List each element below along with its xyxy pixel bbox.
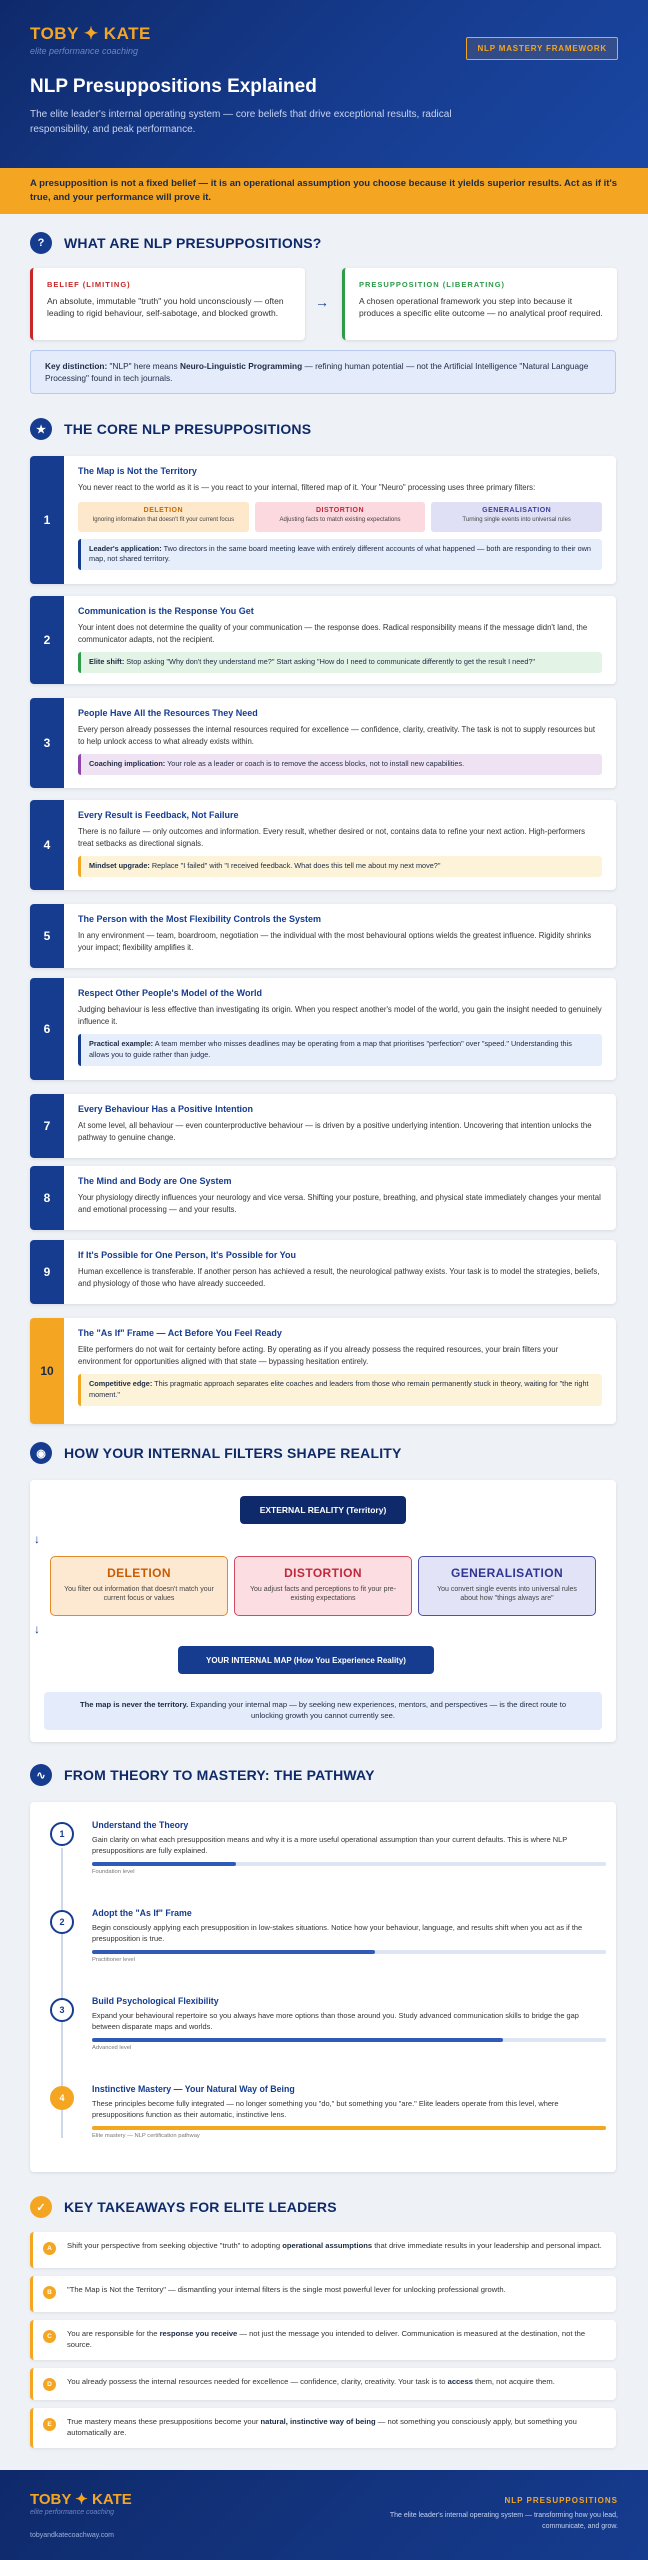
step-number: 1 (50, 1822, 74, 1846)
card-description: Your intent does not determine the quality of your communication — the response does. Radical responsibility means if the message didn't land, the communicator adapts, not the recipient. (78, 623, 588, 644)
hero-header (0, 0, 648, 168)
takeaway-text: them, not acquire them. (472, 2377, 555, 2386)
key-text-bold: Neuro-Linguistic Programming (180, 361, 303, 371)
presupposition-card-1 (30, 456, 616, 584)
section-heading-core (30, 418, 311, 440)
filter-desc: You convert single events into universal rules about how "things always are" (437, 1586, 577, 1603)
card-title: The Person with the Most Flexibility Controls the System (78, 914, 322, 924)
note-text: Two directors in the same board meeting leave with entirely different accounts of what happened — both are responding to their own map, not shared territory. (89, 543, 591, 564)
wave-icon: ∿ (30, 1764, 52, 1786)
card-note (78, 1034, 602, 1065)
key-text-b: — refining human potential — not the Artificial Intelligence "Natural Language Processing" found in tech journals. (45, 361, 589, 384)
step-title: Instinctive Mastery — Your Natural Way of Being (92, 2084, 295, 2094)
distortion-filter (234, 1556, 412, 1616)
takeaway-bold: response you receive (159, 2329, 238, 2338)
progress-fill (92, 1950, 375, 1954)
note-label: Practical example: (89, 1039, 154, 1049)
external-reality-node: EXTERNAL REALITY (Territory) (240, 1496, 406, 1524)
section-heading-what (30, 232, 322, 254)
presupposition-text: A chosen operational framework you step into because it produces a specific elite outcome — no analytical proof required. (359, 296, 603, 319)
card-title: If It's Possible for One Person, It's Possible for You (78, 1250, 296, 1260)
chip-desc: Adjusting facts to match existing expectations (279, 516, 401, 523)
footer-title: NLP PRESUPPOSITIONS (504, 2496, 618, 2505)
card-description: Elite performers do not wait for certainty before acting. By operating as if you already possess the required resources, your brain filters your environment for opportunities aligned with that state — bypassing hesitation entirely. (78, 1345, 559, 1366)
card-number: 7 (30, 1094, 64, 1158)
presupposition-card-6 (30, 978, 616, 1080)
note-label: Elite shift: (89, 657, 125, 667)
filter-desc: You filter out information that doesn't match your current focus or values (64, 1586, 214, 1603)
distortion-chip (255, 502, 426, 532)
card-number: 5 (30, 904, 64, 968)
generalisation-chip (431, 502, 602, 532)
pathway-step-2 (50, 1908, 636, 1988)
presupposition-card-7 (30, 1094, 616, 1158)
internal-map-node: YOUR INTERNAL MAP (How You Experience Reality) (178, 1646, 434, 1674)
takeaway-bold: operational assumptions (282, 2241, 373, 2250)
note-text: A team member who misses deadlines may be operating from a map that prioritises "perfection" over "speed." Understanding this allows you to guide rather than judge. (89, 1039, 572, 1059)
pathway-step-4 (50, 2084, 636, 2164)
section-title: KEY TAKEAWAYS FOR ELITE LEADERS (64, 2199, 337, 2215)
map-note-bold: The map is never the territory. (79, 1700, 189, 1709)
step-title: Understand the Theory (92, 1820, 189, 1830)
arrow-down-icon: ↓ (34, 1532, 40, 1546)
takeaway-item (30, 2276, 616, 2312)
framework-badge: NLP MASTERY FRAMEWORK (466, 37, 618, 60)
takeaway-text: — not just the message you intended to deliver. Communication is measured at the destination, not the source. (67, 2329, 586, 2350)
footer-tagline: elite performance coaching (30, 2509, 115, 2516)
step-description: These principles become fully integrated — no longer something you "do," but something you "are." Elite leaders operate from this level, where presuppositions function as their automatic, instinctive lens. (92, 2099, 559, 2120)
step-description: Begin consciously applying each presupposition in low-stakes situations. Notice how your behaviour, language, and results shift when you act as if the presupposition is true. (92, 1923, 583, 1944)
card-description: In any environment — team, boardroom, negotiation — the individual with the most behavioural options wields the greatest influence. Rigidity shrinks your impact; flexibility amplifies it. (78, 931, 592, 952)
map-note-text: Expanding your internal map — by seeking new experiences, mentors, and perspectives — is the direct route to unlocking growth you cannot currently see. (188, 1700, 567, 1721)
filter-title: DELETION (107, 1566, 171, 1580)
progress-track (92, 1862, 606, 1866)
arrow-down-icon: ↓ (34, 1622, 40, 1636)
step-title: Adopt the "As If" Frame (92, 1908, 192, 1918)
takeaway-text: You already possess the internal resources needed for excellence — confidence, clarity, creativity. Your task is to (67, 2377, 448, 2386)
takeaway-text: — not something you consciously apply, but something you automatically are. (67, 2417, 577, 2438)
note-text: Stop asking "Why don't they understand me?" Start asking "How do I need to communicate differently to get the result I need?" (124, 657, 536, 667)
takeaway-text: You are responsible for the (67, 2329, 160, 2338)
card-title: Communication is the Response You Get (78, 606, 254, 616)
card-note (78, 856, 602, 877)
arrow-right-icon: → (315, 294, 329, 310)
section-title: THE CORE NLP PRESUPPOSITIONS (64, 421, 312, 437)
card-description: Every person already possesses the internal resources required for excellence — confidence, clarity, creativity. The task is not to supply resources but to help unlock access to what already exists within. (78, 725, 596, 746)
pathway-panel (30, 1802, 616, 2172)
card-title: Every Result is Feedback, Not Failure (78, 810, 239, 820)
presupposition-card-4 (30, 800, 616, 890)
step-level: Practitioner level (92, 1957, 135, 1963)
footer-brand[interactable]: TOBY ✦ KATE (30, 2491, 132, 2508)
chip-desc: Ignoring information that doesn't fit your current focus (92, 516, 235, 523)
card-title: Every Behaviour Has a Positive Intention (78, 1104, 254, 1114)
chip-title: DELETION (143, 506, 184, 514)
belief-text: An absolute, immutable "truth" you hold unconsciously — often leading to rigid behaviour, self-sabotage, and blocked growth. (47, 296, 284, 319)
card-title: The Mind and Body are One System (78, 1176, 232, 1186)
note-label: Leader's application: (89, 543, 162, 553)
presupposition-card-3 (30, 698, 616, 788)
chip-title: GENERALISATION (482, 506, 552, 514)
filter-title: GENERALISATION (450, 1566, 564, 1580)
progress-fill (92, 2126, 606, 2130)
presupposition-card-8 (30, 1166, 616, 1230)
takeaway-text: Shift your perspective from seeking objective "truth" to adopting (67, 2241, 283, 2250)
card-number: 10 (30, 1318, 64, 1424)
section-title: FROM THEORY TO MASTERY: THE PATHWAY (64, 1767, 375, 1783)
filters-diagram (30, 1480, 616, 1742)
presupposition-card-9 (30, 1240, 616, 1304)
card-description: You never react to the world as it is — you react to your internal, filtered map of it. Your "Neuro" processing uses three primary filters: (78, 483, 536, 492)
takeaway-marker: B (43, 2286, 56, 2299)
takeaway-marker: D (43, 2378, 56, 2391)
key-text-a: "NLP" here means (107, 361, 180, 371)
pathway-step-1 (50, 1820, 636, 1900)
card-title: People Have All the Resources They Need (78, 708, 258, 718)
card-number: 4 (30, 800, 64, 890)
takeaway-text: True mastery means these presuppositions become your (67, 2417, 261, 2426)
deletion-filter (50, 1556, 228, 1616)
presupposition-card-5 (30, 904, 616, 968)
progress-track (92, 2038, 606, 2042)
belief-label: BELIEF (LIMITING) (47, 280, 131, 289)
belief-card (30, 268, 305, 340)
card-number: 1 (30, 456, 64, 584)
section-heading-takeaways (30, 2196, 337, 2218)
step-description: Gain clarity on what each presupposition means and why it is a more useful operational assumption than your current defaults. This is where NLP presuppositions are fully explained. (92, 1835, 568, 1856)
footer-text: The elite leader's internal operating system — transforming how you lead, communicate, and grow. (389, 2512, 618, 2530)
star-icon: ★ (30, 418, 52, 440)
takeaway-item (30, 2232, 616, 2268)
note-label: Mindset upgrade: (89, 861, 150, 871)
section-heading-filters (30, 1442, 402, 1464)
progress-fill (92, 1862, 236, 1866)
question-icon: ? (30, 232, 52, 254)
brand-tagline: elite performance coaching (30, 46, 139, 56)
pathway-step-3 (50, 1996, 636, 2076)
progress-track (92, 1950, 606, 1954)
takeaway-item (30, 2368, 616, 2400)
brand-logo[interactable]: TOBY ✦ KATE (30, 24, 151, 43)
card-number: 2 (30, 596, 64, 684)
chip-title: DISTORTION (315, 506, 365, 514)
footer-summary (378, 2496, 618, 2532)
card-number: 8 (30, 1166, 64, 1230)
key-distinction (30, 350, 616, 394)
takeaway-marker: C (43, 2330, 56, 2343)
takeaway-item (30, 2320, 616, 2360)
check-icon: ✓ (30, 2196, 52, 2218)
map-note (44, 1692, 602, 1730)
takeaway-text: that drive immediate results in your leadership and personal impact. (372, 2241, 602, 2250)
takeaway-marker: E (43, 2418, 56, 2431)
chip-desc: Turning single events into universal rules (462, 516, 571, 523)
step-number: 3 (50, 1998, 74, 2022)
generalisation-filter (418, 1556, 596, 1616)
key-banner: A presupposition is not a fixed belief — it is an operational assumption you choose because it yields superior results. Act as if it's true, and your performance will prove it. (0, 168, 648, 214)
footer-url-link[interactable]: tobyandkatecoachway.com (30, 2532, 114, 2539)
card-number: 6 (30, 978, 64, 1080)
step-level: Foundation level (92, 1869, 135, 1875)
card-description: Your physiology directly influences your neurology and vice versa. Shifting your posture, breathing, and physical state immediately changes your mental and emotional processing — and your results. (78, 1193, 601, 1214)
deletion-chip (78, 502, 249, 532)
card-title: Respect Other People's Model of the World (78, 988, 262, 998)
key-distinction-label: Key distinction: (45, 361, 108, 371)
note-label: Competitive edge: (89, 1379, 153, 1389)
note-text: This pragmatic approach separates elite coaches and leaders from those who remain permanently stuck in theory, waiting for "the right moment." (89, 1379, 589, 1399)
card-description: Human excellence is transferable. If another person has achieved a result, the neurological pathway exists. Your task is to model the strategies, beliefs, and physiology of those who have already succeeded. (78, 1267, 600, 1288)
takeaway-marker: A (43, 2242, 56, 2255)
section-title: HOW YOUR INTERNAL FILTERS SHAPE REALITY (64, 1445, 402, 1461)
card-title: The "As If" Frame — Act Before You Feel Ready (78, 1328, 282, 1338)
step-description: Expand your behavioural repertoire so you always have more options than those around you. Study advanced communication skills to bridge the gap between disparate maps and worlds. (92, 2011, 579, 2032)
card-note (78, 1374, 602, 1405)
presupposition-label: PRESUPPOSITION (LIBERATING) (359, 280, 506, 289)
step-level: Elite mastery — NLP certification pathway (92, 2133, 200, 2139)
note-text: Your role as a leader or coach is to remove the access blocks, not to install new capabilities. (165, 759, 465, 769)
card-number: 3 (30, 698, 64, 788)
takeaway-bold: access (447, 2377, 473, 2386)
card-description: There is no failure — only outcomes and information. Every result, whether desired or not, contains data to refine your next action. High-performers treat setbacks as directional signals. (78, 827, 586, 848)
presupposition-card (342, 268, 617, 340)
card-number: 9 (30, 1240, 64, 1304)
card-description: At some level, all behaviour — even counterproductive behaviour — is driven by a positive underlying intention. Uncovering that intention unlocks the pathway to genuine change. (78, 1121, 592, 1142)
takeaway-text: "The Map is Not the Territory" — dismantling your internal filters is the single most powerful lever for unlocking professional growth. (67, 2285, 506, 2294)
target-icon: ◉ (30, 1442, 52, 1464)
step-title: Build Psychological Flexibility (92, 1996, 219, 2006)
card-note (78, 652, 602, 673)
card-note (78, 754, 602, 775)
filter-chips (78, 502, 602, 532)
filter-title: DISTORTION (284, 1566, 362, 1580)
progress-fill (92, 2038, 503, 2042)
section-title: WHAT ARE NLP PRESUPPOSITIONS? (64, 235, 322, 251)
takeaway-bold: natural, instinctive way of being (260, 2417, 376, 2426)
page-title: NLP Presuppositions Explained (30, 76, 317, 97)
step-number: 4 (50, 2086, 74, 2110)
presupposition-card-2 (30, 596, 616, 684)
section-heading-pathway (30, 1764, 375, 1786)
takeaway-item (30, 2408, 616, 2448)
card-title: The Map is Not the Territory (78, 466, 197, 476)
note-text: Replace "I failed" with "I received feedback. What does this tell me about my next move?" (149, 861, 441, 871)
page-footer (0, 2470, 648, 2560)
filter-desc: You adjust facts and perceptions to fit your pre-existing expectations (249, 1586, 397, 1603)
note-label: Coaching implication: (89, 759, 166, 769)
step-level: Advanced level (92, 2045, 132, 2051)
card-note (78, 539, 602, 570)
progress-track (92, 2126, 606, 2130)
page-subtitle: The elite leader's internal operating system — core beliefs that drive exceptional results, radical responsibility, and peak performance. (30, 109, 452, 135)
step-number: 2 (50, 1910, 74, 1934)
presupposition-card-10 (30, 1318, 616, 1424)
card-description: Judging behaviour is less effective than investigating its origin. When you respect another's model of the world, you gain the insight needed to genuinely influence it. (78, 1005, 602, 1026)
